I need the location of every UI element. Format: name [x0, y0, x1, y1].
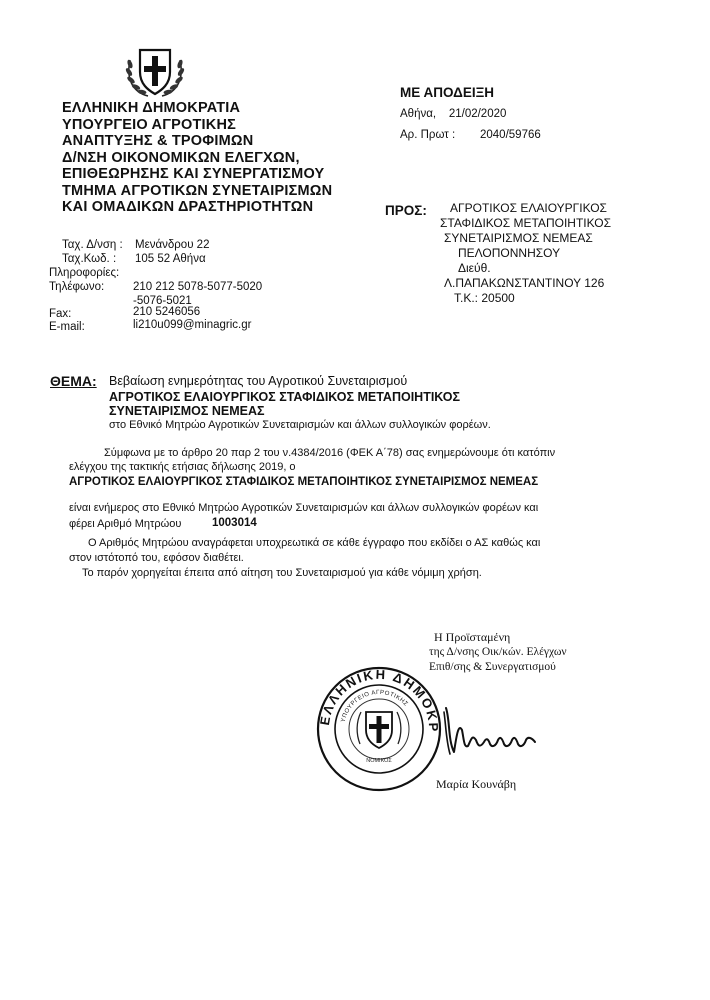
address-value: Μενάνδρου 22: [135, 239, 210, 251]
svg-text:ΕΛΛΗΝΙΚΗ ΔΗΜΟΚΡΑΤΙΑ: ΕΛΛΗΝΙΚΗ ΔΗΜΟΚΡ: [316, 666, 442, 733]
info-label: Πληροφορίες:: [49, 267, 120, 279]
org-line: ΥΠΟΥΡΓΕΙΟ ΑΓΡΟΤΙΚΗΣ: [62, 116, 237, 133]
phone-label: Τηλέφωνο:: [49, 281, 105, 293]
recipient-line: ΣΥΝΕΤΑΙΡΙΣΜΟΣ ΝΕΜΕΑΣ: [444, 231, 593, 245]
body-paragraph-2-continued: φέρει Αριθμό Μητρώου: [69, 518, 182, 530]
fax-value: 210 5246056: [133, 306, 201, 318]
postcode-label: Ταχ.Κωδ. :: [62, 253, 117, 265]
org-line: ΕΛΛΗΝΙΚΗ ΔΗΜΟΚΡΑΤΙΑ: [62, 100, 241, 116]
recipient-line: ΠΕΛΟΠΟΝΝΗΣΟΥ: [458, 246, 561, 260]
recipient-postcode: Τ.Κ.: 20500: [454, 291, 515, 305]
recipient-line: ΑΓΡΟΤΙΚΟΣ ΕΛΑΙΟΥΡΓΙΚΟΣ: [450, 201, 607, 215]
signatory-title-continued: Επιθ/σης & Συνεργατισμού: [429, 661, 556, 673]
postcode-value: 105 52 Αθήνα: [135, 253, 206, 265]
org-line: Δ/ΝΣΗ ΟΙΚΟΝΟΜΙΚΩΝ ΕΛΕΓΧΩΝ,: [62, 149, 300, 166]
recipient-line: ΣΤΑΦΙΔΙΚΟΣ ΜΕΤΑΠΟΙΗΤΙΚΟΣ: [440, 216, 611, 230]
org-line: ΤΜΗΜΑ ΑΓΡΟΤΙΚΩΝ ΣΥΝΕΤΑΙΡΙΣΜΩΝ: [62, 182, 333, 199]
protocol-label: Αρ. Πρωτ :: [400, 129, 456, 141]
recipient-address: Λ.ΠΑΠΑΚΩΝΣΤΑΝΤΙΝΟΥ 126: [444, 276, 605, 290]
body-paragraph-2: είναι ενήμερος στο Εθνικό Μητρώο Αγροτικών Συνεταιρισμών και άλλων συλλογικών φορέων και: [69, 502, 539, 514]
issuing-organization: [62, 100, 332, 216]
body-paragraph-1-continued: ελέγχου της τακτικής ετήσιας δήλωσης 2019, ο: [69, 461, 296, 473]
document-date: Αθήνα, 21/02/2020: [400, 108, 507, 120]
subject-coop-name-continued: ΣΥΝΕΤΑΙΡΙΣΜΟΣ ΝΕΜΕΑΣ: [109, 404, 265, 418]
recipient-block: [440, 201, 611, 306]
coat-of-arms-emblem: [118, 44, 192, 100]
svg-text:ΝΟΜΙΚΟΣ: ΝΟΜΙΚΟΣ: [366, 758, 392, 764]
body-paragraph-1: Σύμφωνα με το άρθρο 20 παρ 2 του ν.4384/2016 (ΦΕΚ Α΄78) σας ενημερώνουμε ότι κατόπιν: [104, 447, 556, 459]
recipient-address-label: Διεύθ.: [458, 261, 491, 275]
email-value: li210u099@minagric.gr: [133, 319, 252, 331]
handwritten-signature: [440, 700, 540, 764]
svg-text:ΥΠΟΥΡΓΕΙΟ ΑΓΡΟΤΙΚΗΣ: ΥΠΟΥΡΓΕΙΟ ΑΓΡΟΤΙΚΗΣ: [340, 689, 409, 723]
phone-value: 210 212 5078-5077-5020: [133, 281, 263, 293]
recipient-label: ΠΡΟΣ:: [385, 203, 427, 218]
signatory-name: Μαρία Κουνάβη: [436, 777, 517, 791]
signatory-title-continued: της Δ/νσης Οικ/κών. Ελέγχων: [429, 646, 567, 658]
body-paragraph-4: Το παρόν χορηγείται έπειτα από αίτηση του Συνεταιρισμού για κάθε νόμιμη χρήση.: [82, 567, 482, 579]
subject-text: Βεβαίωση ενημερότητας του Αγροτικού Συνεταιρισμού: [109, 374, 408, 388]
subject-label: ΘΕΜΑ:: [50, 373, 97, 389]
body-paragraph-3-continued: στον ιστότοπό του, εφόσον διαθέτει.: [69, 552, 244, 564]
delivery-note: ΜΕ ΑΠΟΔΕΙΞΗ: [400, 85, 495, 100]
org-line: ΑΝΑΠΤΥΞΗΣ & ΤΡΟΦΙΜΩΝ: [62, 133, 254, 149]
official-stamp: [314, 664, 444, 794]
body-coop-name: ΑΓΡΟΤΙΚΟΣ ΕΛΑΙΟΥΡΓΙΚΟΣ ΣΤΑΦΙΔΙΚΟΣ ΜΕΤΑΠΟΙΗΤΙΚΟΣ ΣΥΝΕΤΑΙΡΙΣΜΟΣ ΝΕΜΕΑΣ: [69, 476, 539, 488]
org-line: ΚΑΙ ΟΜΑΔΙΚΩΝ ΔΡΑΣΤΗΡΙΟΤΗΤΩΝ: [62, 199, 314, 215]
signatory-title: Η Προϊσταμένη: [434, 630, 511, 644]
subject-registry-line: στο Εθνικό Μητρώο Αγροτικών Συνεταιρισμών και άλλων συλλογικών φορέων.: [109, 419, 491, 431]
body-paragraph-3: Ο Αριθμός Μητρώου αναγράφεται υποχρεωτικά σε κάθε έγγραφο που εκδίδει ο ΑΣ καθώς και: [88, 537, 541, 549]
email-label: E-mail:: [49, 321, 85, 333]
protocol-number: 2040/59766: [480, 129, 541, 141]
fax-label: Fax:: [49, 308, 72, 320]
registry-number: 1003014: [212, 517, 257, 529]
address-label: Ταχ. Δ/νση :: [62, 239, 123, 251]
subject-coop-name: ΑΓΡΟΤΙΚΟΣ ΕΛΑΙΟΥΡΓΙΚΟΣ ΣΤΑΦΙΔΙΚΟΣ ΜΕΤΑΠΟΙΗΤΙΚΟΣ: [109, 390, 460, 404]
org-line: ΕΠΙΘΕΩΡΗΣΗΣ ΚΑΙ ΣΥΝΕΡΓΑΤΙΣΜΟΥ: [62, 166, 325, 182]
phone-value-continued: -5076-5021: [133, 295, 192, 307]
